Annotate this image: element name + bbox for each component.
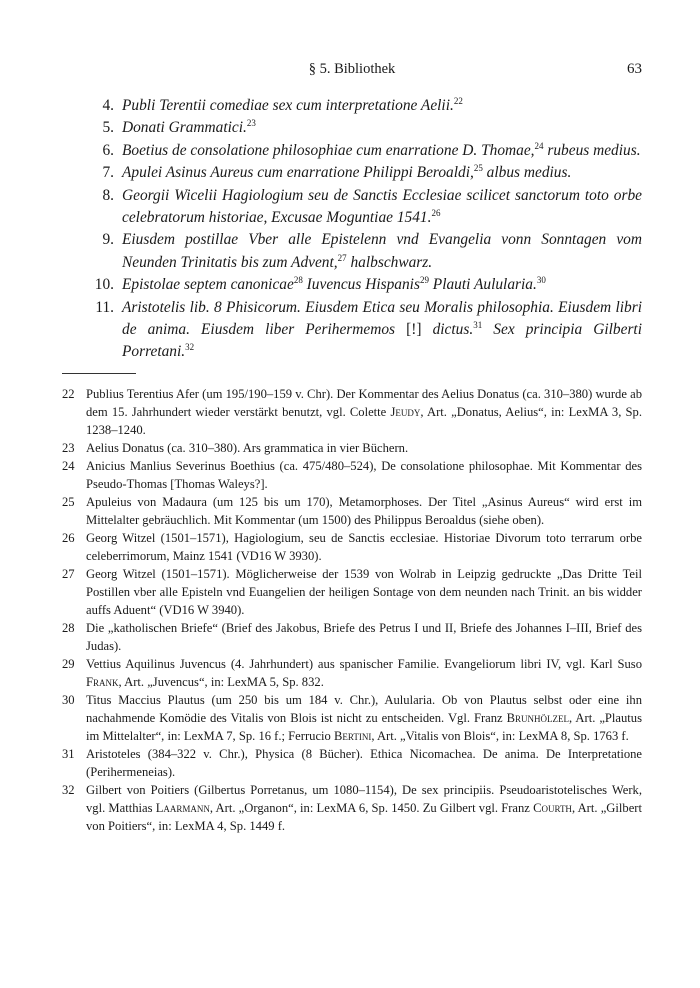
text-run: Donati Grammatici. (122, 119, 247, 137)
footnotes (62, 385, 642, 835)
footnote-ref: 25 (473, 163, 483, 174)
footnote (62, 655, 642, 691)
book-list (62, 95, 642, 364)
footnote-ref: 27 (337, 252, 347, 263)
list-item (62, 117, 642, 139)
footnote (62, 691, 642, 745)
footnote-number: 22 (62, 387, 75, 401)
footnote-ref: 29 (419, 275, 429, 286)
text-run: Plauti Aulularia. (428, 276, 537, 294)
list-item-title (122, 297, 642, 364)
page-number: 63 (627, 61, 642, 77)
footnote (62, 439, 642, 457)
text-run: Vettius Aquilinus Juvencus (4. Jahrhundert) aus spanischer Familie. Evangeliorum libri IV, vgl. Karl Suso (86, 657, 642, 671)
list-item (62, 95, 642, 117)
text-run: halbschwarz. (346, 253, 433, 271)
footnote-ref: 26 (431, 208, 441, 219)
footnote (62, 457, 642, 493)
list-item-title (122, 117, 642, 139)
list-item-number: 6. (102, 141, 114, 159)
author-name: Bertini (334, 729, 372, 743)
text-run: Publius Terentius Afer (um 195/190–159 v. Chr). Der Kommentar des Aelius Donatus (ca. 310–380) wurde ab dem 15. Jahrhundert wieder verstärkt benutzt, vgl. Colette (86, 387, 642, 419)
footnote (62, 529, 642, 565)
text-run: Georg Witzel (1501–1571). Möglicherweise der 1539 von Wolrab in Leipzig gedruckte „Das Dritte Teil Postillen vber alle Episteln vnd Euangelien der heiligen Sontage von dem neunden nach Trinit. an bis widder auffs Aduent“ (VD16 W 3940). (86, 567, 642, 617)
list-item (62, 162, 642, 184)
text-run: Anicius Manlius Severinus Boethius (ca. 475/480–524), De consolatione philosophae. Mit Kommentar des Pseudo-Thomas [Thomas Waleys?]. (86, 459, 642, 491)
text-run: albus medius. (482, 164, 572, 182)
list-item-title (122, 95, 642, 117)
list-item-number: 11. (95, 298, 114, 316)
list-item-title (122, 140, 642, 162)
text-run: rubeus medius. (543, 141, 641, 159)
footnote-number: 27 (62, 567, 75, 581)
text-run: , Art. „Gilbert von Poitiers“, in: LexMA 4, Sp. 1449 f. (86, 801, 642, 833)
footnote (62, 619, 642, 655)
footnote-ref: 31 (473, 320, 483, 331)
footnote-number: 28 (62, 621, 75, 635)
author-name: Brunhölzel (506, 711, 569, 725)
author-name: Jeudy (390, 405, 421, 419)
footnote (62, 493, 642, 529)
footnote-ref: 23 (246, 118, 256, 129)
footnote-number: 24 (62, 459, 75, 473)
footnote-ref: 32 (185, 342, 195, 353)
footnote-number: 32 (62, 783, 75, 797)
text-run: Georg Witzel (1501–1571), Hagiologium, seu de Sanctis ecclesiae. Historiae Divorum toto terrarum orbe celeberrimorum, Mainz 1541 (VD16 W 3930). (86, 531, 642, 563)
author-name: Laarmann (155, 801, 210, 815)
footnote (62, 385, 642, 439)
footnote-ref: 22 (453, 96, 463, 106)
list-item (62, 297, 642, 364)
list-item (62, 185, 642, 230)
text-run: , Art. „Vitalis von Blois“, in: LexMA 8, Sp. 1763 f. (371, 729, 629, 743)
text-run: Apulei Asinus Aureus cum enarratione Philippi Beroaldi, (122, 164, 474, 182)
list-item-number: 4. (102, 97, 114, 114)
footnote-number: 26 (62, 531, 75, 545)
list-item-number: 8. (102, 186, 114, 204)
text-run: , Art. „Juvencus“, in: LexMA 5, Sp. 832. (118, 675, 324, 689)
list-item-title (122, 229, 642, 274)
footnote-ref: 30 (536, 275, 546, 286)
list-item-number: 9. (102, 231, 114, 249)
text-run: Die „katholischen Briefe“ (Brief des Jakobus, Briefe des Petrus I und II, Briefe des Johannes I–III, Brief des Judas). (86, 621, 642, 653)
running-head-title: § 5. Bibliothek (308, 61, 396, 77)
text-run: Sex principia Gilberti Porretani. (122, 321, 642, 361)
text-run: Aristotelis lib. 8 Phisicorum. Eiusdem Etica seu Moralis philosophia. Eiusdem libri de anima. Eiusdem liber Perihermemos (122, 298, 642, 339)
text-run: Apuleius von Madaura (um 125 bis um 170), Metamorphoses. Der Titel „Asinus Aureus“ wird erst im Mittelalter gebräuchlich. Mit Kommentar (um 1500) des Philippus Beroaldus (siehe oben). (86, 495, 642, 527)
text-run: Epistolae septem canonicae (122, 276, 294, 294)
footnote-number: 25 (62, 495, 75, 509)
list-item-title (122, 274, 642, 296)
text-run: dictus. (421, 321, 474, 339)
list-item-number: 5. (102, 119, 114, 137)
text-run: , Art. „Organon“, in: LexMA 6, Sp. 1450. Zu Gilbert vgl. Franz (209, 801, 534, 815)
footnote-ref: 28 (293, 275, 303, 286)
running-head (62, 61, 642, 81)
footnote-ref: 24 (534, 140, 544, 151)
text-run: , Art. „Donatus, Aelius“, in: LexMA 3, Sp. 1238–1240. (86, 405, 642, 437)
text-run: Aelius Donatus (ca. 310–380). Ars grammatica in vier Büchern. (86, 441, 409, 455)
footnote-number: 29 (62, 657, 75, 671)
text-run: Georgii Wicelii Hagiologium seu de Sanctis Ecclesiae scilicet sanctorum toto orbe celebratorum historiae, Excusae Moguntiae 1541. (122, 186, 642, 227)
text-run: Boetius de consolatione philosophiae cum enarratione D. Thomae, (122, 141, 535, 159)
footnote (62, 781, 642, 835)
footnote-number: 31 (62, 747, 75, 761)
text-run: Gilbert von Poitiers (Gilbertus Porretanus, um 1080–1154), De sex principiis. Pseudoaristotelisches Werk, vgl. Matthias (86, 783, 642, 815)
footnote-rule (62, 373, 136, 374)
text-run: Titus Maccius Plautus (um 250 bis um 184 v. Chr.), Aulularia. Ob von Plautus selbst oder eine ihn nachahmende Komödie des Vitalis von Blois ist nicht zu entscheiden. Vgl. Franz (86, 693, 642, 725)
footnote (62, 565, 642, 619)
footnote-number: 30 (62, 693, 75, 707)
list-item (62, 229, 642, 274)
text-run: Aristoteles (384–322 v. Chr.), Physica (8 Bücher). Ethica Nicomachea. De anima. De Interpretatione (Perihermeneias). (86, 747, 642, 779)
editorial-mark: [!] (406, 321, 422, 339)
text-run: Iuvencus Hispanis (302, 276, 420, 294)
list-item-title (122, 162, 642, 184)
text-run: , Art. „Plautus im Mittelalter“, in: LexMA 7, Sp. 16 f.; Ferrucio (86, 711, 642, 743)
footnote-number: 23 (62, 441, 75, 455)
list-item (62, 140, 642, 162)
text-run: Eiusdem postillae Vber alle Epistelenn vnd Evangelia vonn Sonntagen vom Neunden Trinitatis bis zum Advent, (122, 231, 642, 271)
list-item-title (122, 185, 642, 230)
list-item-number: 10. (94, 276, 114, 294)
text-run: Publi Terentii comediae sex cum interpretatione Aelii. (122, 97, 454, 114)
list-item-number: 7. (102, 164, 114, 182)
author-name: Frank (86, 675, 119, 689)
footnote (62, 745, 642, 781)
author-name: Courth (533, 801, 572, 815)
list-item (62, 274, 642, 296)
